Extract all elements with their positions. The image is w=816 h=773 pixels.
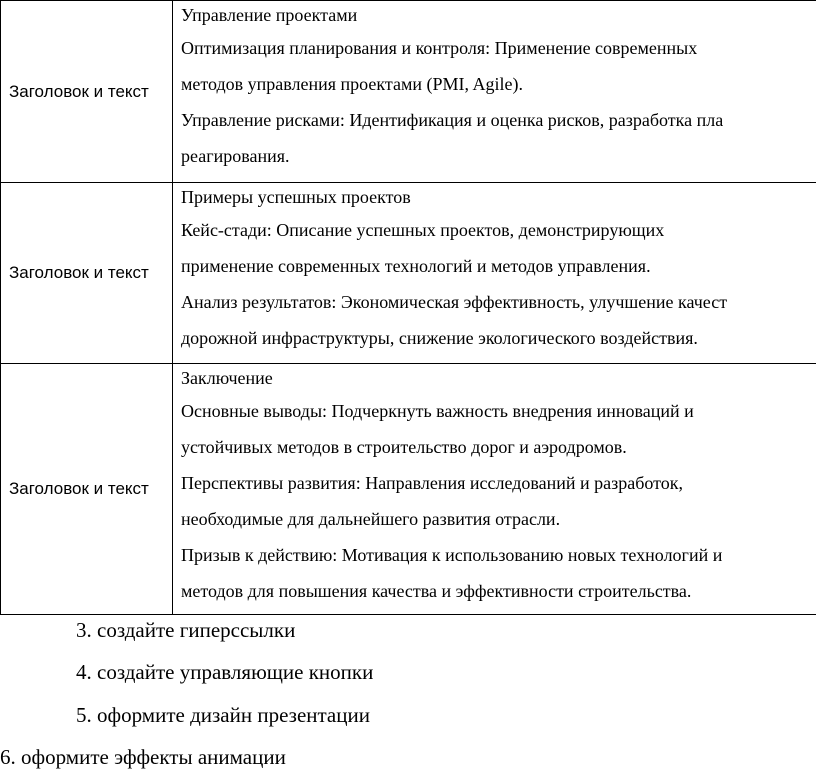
content-line: Анализ результатов: Экономическая эффективность, улучшение качест [181, 292, 728, 312]
list-item: 5. оформите дизайн презентации [76, 703, 370, 727]
content-line: методов управления проектами (PMI, Agile). [181, 74, 523, 94]
list-item: 6. оформите эффекты анимации [0, 745, 286, 769]
content-line: Управление рисками: Идентификация и оценка рисков, разработка пла [181, 110, 724, 130]
row-label: Заголовок и текст [9, 81, 149, 101]
section-title: Заключение [181, 368, 273, 388]
row-label: Заголовок и текст [9, 479, 149, 498]
row-content-cell [181, 1, 816, 182]
table-row [0, 363, 816, 615]
content-line: Оптимизация планирования и контроля: Применение современных [181, 38, 698, 58]
content-line: Основные выводы: Подчеркнуть важность внедрения инноваций и [181, 401, 694, 421]
section-title: Управление проектами [181, 5, 358, 25]
content-line: Кейс-стади: Описание успешных проектов, демонстрирующих [181, 220, 665, 240]
content-line: Перспективы развития: Направления исследований и разработок, [181, 473, 684, 493]
table-row [0, 0, 816, 183]
content-line: методов для повышения качества и эффективности строительства. [181, 581, 692, 601]
content-line: необходимые для дальнейшего развития отрасли. [181, 509, 561, 529]
content-line: применение современных технологий и методов управления. [181, 256, 651, 276]
list-item: 3. создайте гиперссылки [76, 618, 296, 642]
row-content-cell [181, 364, 816, 614]
content-line: реагирования. [181, 146, 290, 166]
row-label-cell [1, 183, 173, 363]
content-line: устойчивых методов в строительство дорог и аэродромов. [181, 437, 627, 457]
row-label-cell [1, 364, 173, 614]
list-item: 4. создайте управляющие кнопки [76, 660, 374, 684]
table-row [0, 182, 816, 364]
content-line: Призыв к действию: Мотивация к использованию новых технологий и [181, 545, 723, 565]
content-line: дорожной инфраструктуры, снижение экологического воздействия. [181, 328, 698, 348]
row-label: Заголовок и текст [9, 263, 149, 282]
row-label-cell [1, 1, 173, 182]
section-title: Примеры успешных проектов [181, 187, 411, 207]
row-content-cell [181, 183, 816, 363]
